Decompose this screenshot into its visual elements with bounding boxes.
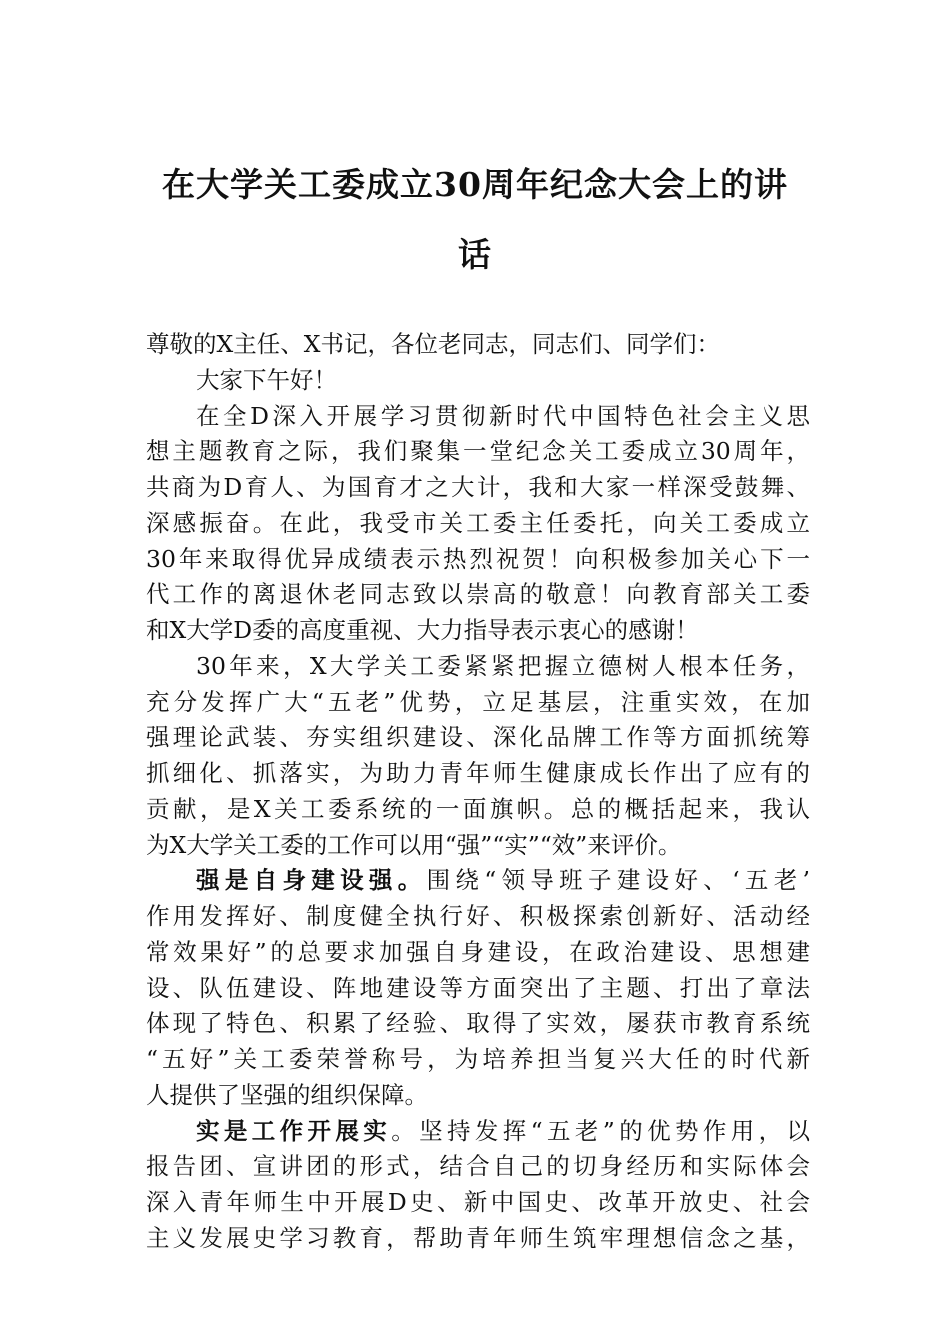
paragraph-1-line: 在全D深入开展学习贯彻新时代中国特色社会主义思	[196, 401, 810, 430]
paragraph-4-line	[146, 1114, 810, 1150]
paragraph-1-line: 深感振奋。在此，我受市关工委主任委托，向关工委成立	[146, 508, 810, 537]
document-title-line-1: 在大学关工委成立30周年纪念大会上的讲	[162, 165, 788, 204]
paragraph-4-line: 深入青年师生中开展D史、新中国史、改革开放史、社会	[146, 1188, 810, 1216]
paragraph-4-line: 报告团、宣讲团的形式，结合自己的切身经历和实际体会	[146, 1152, 810, 1181]
paragraph-1-line: 想主题教育之际，我们聚集一堂纪念关工委成立30周年，	[146, 437, 810, 466]
paragraph-1-line: 30年来取得优异成绩表示热烈祝贺！向积极参加关心下一	[146, 544, 810, 573]
paragraph-4-line: 主义发展史学习教育，帮助青年师生筑牢理想信念之基，	[146, 1223, 810, 1252]
document-title-line-2: 话	[458, 235, 492, 274]
paragraph-3-line	[146, 863, 810, 899]
paragraph-3-line: 体现了特色、积累了经验、取得了实效，屡获市教育系统	[146, 1009, 810, 1038]
greeting: 大家下午好！	[196, 365, 337, 394]
paragraph-3-first-line-text: 围绕“领导班子建设好、‘五老’	[426, 866, 810, 895]
paragraph-2-line: 贡献，是X关工委系统的一面旗帜。总的概括起来，我认	[146, 794, 810, 823]
paragraph-3-line: “五好”关工委荣誉称号，为培养担当复兴大任的时代新	[146, 1045, 810, 1073]
paragraph-4-heading: 实是工作开展实	[196, 1116, 392, 1145]
paragraph-3-line: 设、队伍建设、阵地建设等方面突出了主题、打出了章法	[146, 973, 810, 1002]
paragraph-3-line: 作用发挥好、制度健全执行好、积极探索创新好、活动经	[146, 902, 810, 930]
paragraph-2-line: 强理论武装、夯实组织建设、深化品牌工作等方面抓统筹	[146, 723, 810, 752]
paragraph-1-line: 共商为D育人、为国育才之大计，我和大家一样深受鼓舞、	[146, 473, 810, 501]
salutation: 尊敬的X主任、X书记，各位老同志，同志们、同学们：	[146, 330, 720, 358]
paragraph-2-line: 抓细化、抓落实，为助力青年师生健康成长作出了应有的	[146, 759, 810, 787]
paragraph-3-line: 人提供了坚强的组织保障。	[146, 1080, 428, 1109]
paragraph-1-line: 代工作的离退休老同志致以崇高的敬意！向教育部关工委	[146, 580, 810, 609]
paragraph-3-line: 常效果好”的总要求加强自身建设，在政治建设、思想建	[146, 937, 810, 966]
paragraph-1-line: 和X大学D委的高度重视、大力指导表示衷心的感谢！	[146, 616, 699, 644]
paragraph-2-line: 为X大学关工委的工作可以用“强”“实”“效”来评价。	[146, 830, 682, 859]
paragraph-2-line: 充分发挥广大“五老”优势，立足基层，注重实效，在加	[146, 687, 810, 716]
paragraph-2-line: 30年来，X大学关工委紧紧把握立德树人根本任务，	[196, 651, 810, 680]
paragraph-3-heading: 强是自身建设强。	[196, 866, 427, 895]
paragraph-4-first-line-text: 。坚持发挥“五老”的优势作用，以	[391, 1116, 811, 1145]
document-body	[146, 327, 810, 1257]
